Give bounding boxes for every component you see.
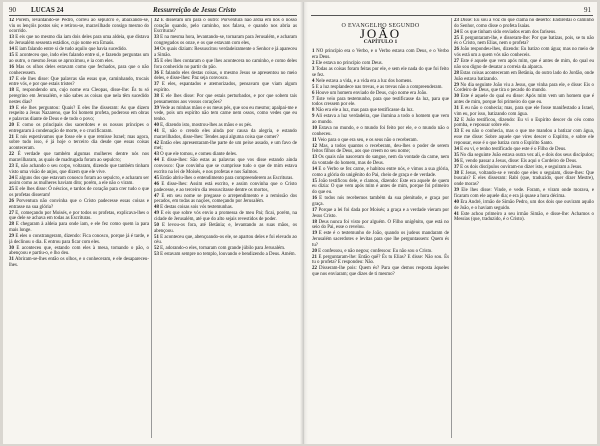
verse-text: E ele lhes disse: Que palavras são essas que, caminhando, trocais entre vós, e por que estais tristes? [9, 76, 149, 88]
verse [154, 47, 297, 58]
verse-text: Porém, levantando-se Pedro, correu ao sepulcro e, abaixando-se, viu os lençóis postos sós; e retirou-se, maravilhado consigo mesmo do ocorrido. [9, 18, 149, 35]
verse-text: E estavam sempre no templo, louvando e bendizendo a Deus. Amém. [158, 252, 296, 258]
verse-text: Vede as minhas mãos e os meus pés, que sou eu mesmo; apalpai-me e vede, pois um espírito não tem carne nem ossos, como vedes que eu tenho. [154, 105, 297, 123]
verse-number: 25 [9, 187, 14, 193]
verse-text: Ele lhes disse: Vinde, e vede. Foram, e viram onde morava, e ficaram com ele aquele dia; e era já quase a hora décima. [454, 188, 594, 199]
verse [154, 235, 297, 246]
verse [154, 176, 297, 182]
verse [154, 71, 297, 82]
verse [454, 212, 594, 223]
verse-text: E alguns dos que estavam conosco foram ao sepulcro, e acharam ser assim como as mulheres haviam dito; porém, a ele não o viram. [9, 175, 149, 187]
verse [9, 35, 149, 46]
verse-number: 47 [154, 193, 159, 199]
verse-number: 32 [454, 117, 459, 123]
verse-number: 33 [154, 35, 159, 41]
left-header-rule [9, 15, 297, 16]
left-page-number: 90 [9, 6, 16, 14]
verse-number: 40 [454, 199, 459, 205]
verse-number: 38 [154, 93, 159, 99]
verse-text: E, não achando o seu corpo, voltaram, dizendo que também tinham visto uma visão de anjos, que dizem que ele vive. [9, 163, 149, 175]
verse-text: E destas coisas sois vós testemunhas. [158, 205, 233, 211]
verse-number: 28 [454, 70, 459, 76]
verse-number: 4 [312, 78, 315, 84]
verse-text: Veio para o que era seu, e os seus não o receberam. [316, 137, 418, 143]
right-column-divider [451, 18, 452, 438]
verse [312, 138, 449, 144]
verse-number: 19 [9, 105, 14, 111]
book-title: JOÃO [359, 25, 402, 41]
verse-number: 48 [154, 205, 159, 211]
verse [154, 211, 297, 222]
verse [9, 65, 149, 76]
chapter-heading: CAPÍTULO 1 [363, 39, 398, 46]
verse-number: 33 [454, 129, 459, 135]
verse-text: E disse-lhes: Assim está escrito, e assim convinha que o Cristo padecesse, e ao terceiro dia ressuscitasse dentre os mortos, [154, 181, 297, 193]
verse [9, 257, 149, 268]
verse-number: 31 [454, 105, 459, 111]
verse-text: Não era ele a luz, mas para que testificasse da luz. [314, 108, 414, 114]
verse-number: 19 [312, 231, 317, 237]
verse-number: 23 [9, 163, 14, 169]
verse-text: E, começando por Moisés, e por todos os profetas, explicava-lhes o que dele se achava em todas as Escrituras. [9, 210, 149, 222]
verse [9, 164, 149, 175]
verse [312, 49, 449, 60]
verse-text: No dia seguinte João estava outra vez ali, e dois dos seus discípulos; [458, 152, 594, 158]
verse [312, 167, 449, 178]
verse [454, 118, 594, 129]
verse [312, 97, 449, 108]
verse [154, 18, 297, 35]
verse-text: E nós esperávamos que fosse ele o que remisse Israel; mas agora, sobre tudo isso, é já hoje o terceiro dia desde que essas coisas aconteceram. [9, 134, 149, 152]
verse [312, 79, 449, 85]
right-header-rule [311, 15, 593, 16]
verse-text: Houve um homem enviado de Deus, cujo nome era João. [314, 90, 428, 96]
verse-text: João respondeu-lhes, dizendo: Eu batizo com água; mas no meio de vós está um a quem vós não conheceis. [454, 47, 594, 59]
verse-number: 17 [312, 207, 317, 213]
verse-text: E aconteceu que, abençoando-os ele, se apartou deles e foi elevado ao céu. [154, 234, 297, 246]
left-column-divider [151, 18, 152, 438]
verse-number: 27 [454, 59, 459, 65]
verse [154, 194, 297, 205]
verse [154, 59, 297, 70]
verse [154, 35, 297, 46]
verse-number: 38 [454, 170, 459, 176]
verse [154, 106, 297, 123]
verse [454, 153, 594, 159]
verse-number: 13 [312, 155, 317, 161]
verse-text: E disseram um para o outro: Porventura não ardia em nós o nosso coração quando, pelo caminho, nos falava, e quando nos abria as Escrituras? [154, 18, 297, 35]
verse-text: E eu não o conhecia; mas, para que ele fosse manifestado a Israel, vim eu, por isso, batizando com água. [454, 105, 594, 117]
verse [454, 59, 594, 70]
verse-text: Porque a lei foi dada por Moisés; a graça e a verdade vieram por Jesus Cristo. [312, 207, 449, 219]
verse-text: Este é aquele que vem após mim, que é antes de mim, do qual eu não sou digno de desatar a correia da alparca. [454, 59, 594, 70]
verse-text: E perguntaram-lhe: Então quê? És tu Elias? E disse: Não sou. És tu o profeta? E respondeu: Não. [312, 254, 449, 266]
verse [454, 71, 594, 82]
verse-number: 43 [154, 152, 159, 158]
verse-number: 34 [154, 47, 159, 53]
verse [312, 249, 449, 255]
verse [312, 231, 449, 248]
verse-text: E iam falando entre si de tudo aquilo que havia sucedido. [13, 47, 128, 53]
verse-text: Estas coisas aconteceram em Betânia, do outro lado do Jordão, onde João estava batizando. [454, 70, 594, 82]
verse-number: 24 [9, 175, 14, 181]
verse [154, 141, 297, 152]
verse-text: E os dois discípulos ouviram-no dizer isto, e seguiram a Jesus. [458, 164, 583, 170]
verse-text: E na mesma hora, levantando-se, tornaram para Jerusalém, e acharam congregados os onze, e os que estavam com eles, [154, 35, 297, 47]
verse-text: Abriram-se-lhes então os olhos, e o conheceram, e ele desapareceu-lhes. [9, 257, 149, 269]
verse [312, 91, 449, 97]
verse-text: E a luz resplandece nas trevas, e as trevas não a compreenderam. [314, 84, 443, 90]
verse-text: Disse: Eu sou a voz do que clama no deserto: Endireitai o caminho do Senhor, como disse o profeta Isaías. [454, 18, 594, 29]
verse-number: 21 [9, 134, 14, 140]
verse-number: 14 [312, 167, 317, 173]
verse-text: E João testificou, dizendo: Eu vi o Espírito descer do céu como pomba, e repousar sobre ele. [454, 117, 594, 129]
verse-number: 16 [9, 64, 14, 70]
verse-text: E levou-os fora, até Betânia; e, levantando as suas mãos, os abençoou. [154, 222, 297, 234]
verse-text: Este é aquele do qual eu disse: Após mim vem um homem que é antes de mim, porque foi primeiro do que eu. [454, 94, 594, 105]
verse [154, 158, 297, 175]
verse-text: Todas as coisas foram feitas por ele, e sem ele nada do que foi feito se fez. [312, 66, 449, 78]
verse [454, 18, 594, 29]
verse-number: 29 [9, 234, 14, 240]
verse-number: 18 [9, 88, 14, 94]
verse-text: E perguntaram-lhe, e disseram-lhe: Por que batizas, pois, se tu não és o Cristo, nem Elias, nem o profeta? [454, 35, 594, 47]
verse-text: NO princípio era o Verbo, e o Verbo estava com Deus, e o Verbo era Deus. [312, 49, 449, 60]
verse [154, 123, 297, 129]
verse-text: E eles lhes contaram o que lhes acontecera no caminho, e como deles fora conhecido no partir do pão. [154, 58, 297, 70]
verse-number: 6 [312, 90, 315, 96]
verse [154, 82, 297, 93]
verse-text: Disseram-lhe pois: Quem és? Para que demos resposta àqueles que nos enviaram; que dizes de ti mesmo? [312, 266, 449, 278]
verse-number: 8 [312, 108, 315, 114]
verse-number: 37 [154, 82, 159, 88]
verse-number: 40 [154, 123, 159, 129]
verse-number: 13 [9, 35, 14, 41]
verse [9, 199, 149, 210]
left-running-head: LUCAS 24 [31, 6, 64, 14]
verse-number: 12 [9, 18, 14, 23]
verse-number: 12 [312, 143, 317, 149]
verse [454, 147, 594, 153]
verse-number: 14 [9, 47, 14, 53]
verse-number: 24 [454, 29, 459, 35]
verse [312, 144, 449, 155]
verse-number: 26 [454, 47, 459, 53]
page-gutter [300, 2, 308, 444]
verse-number: 35 [154, 58, 159, 64]
left-section-title: Ressurreição de Jesus Cristo [153, 6, 237, 14]
verse-number: 11 [312, 137, 317, 143]
verse-text: E como os principais dos sacerdotes e os nossos príncipes o entregaram à condenação de morte, e o crucificaram. [9, 123, 149, 134]
verse-number: 28 [9, 222, 14, 228]
verse-text: É verdade que também algumas mulheres dentre nós nos maravilharam, as quais de madrugada foram ao sepulcro; [9, 152, 149, 163]
verse [154, 223, 297, 234]
verse-number: 18 [312, 219, 317, 225]
verse-number: 15 [312, 178, 317, 184]
verse-list [312, 49, 449, 278]
verse-text: E todos nós recebemos também da sua plenitude, e graça por graça. [312, 196, 449, 207]
verse [154, 246, 297, 252]
verse [312, 61, 449, 67]
verse-number: 36 [154, 70, 159, 76]
verse [9, 47, 149, 53]
verse-number: 10 [312, 125, 317, 131]
verse-text: E ele lhes disse: Ó néscios, e tardos de coração para crer tudo o que os profetas disseram! [9, 187, 149, 198]
verse-number: 35 [454, 152, 459, 158]
verse-text: E este é o testemunho de João, quando os judeus mandaram de Jerusalém sacerdotes e levitas para que lhe perguntassem: Quem és tu? [312, 231, 449, 248]
verse-text: Então abriu-lhes o entendimento para compreenderem as Escrituras. [158, 175, 294, 181]
verse-text: E, não o crendo eles ainda por causa da alegria, e estando maravilhados, disse-lhes: Tendes aqui alguma coisa que comer? [154, 129, 297, 140]
verse-text: E eu vi, e tenho testificado que este é o Filho de Deus. [458, 146, 567, 152]
verse-text: Deus nunca foi visto por alguém. O Filho unigênito, que está no seio do Pai, esse o revelou. [312, 219, 449, 231]
verse-number: 51 [154, 234, 159, 240]
right-page-number: 91 [584, 6, 591, 14]
verse [454, 200, 594, 211]
verse-text: E, vendo passar a Jesus, disse: Eis aqui o Cordeiro de Deus. [458, 158, 578, 164]
verse-text: E os que tinham sido enviados eram dos fariseus. [458, 29, 557, 35]
verse-text: E eis que sobre vós envio a promessa de meu Pai; ficai, porém, na cidade de Jerusalém, até que do alto sejais revestidos de poder. [154, 211, 297, 222]
verse [454, 106, 594, 117]
verse-text: E, adorando-o eles, tornaram com grande júbilo para Jerusalém. [158, 246, 286, 252]
verse-number: 9 [312, 114, 315, 120]
verse-number: 30 [454, 94, 459, 100]
verse [9, 18, 149, 35]
verse [454, 188, 594, 199]
verse-number: 5 [312, 84, 315, 90]
verse-text: E disse-lhes: São estas as palavras que vos disse estando ainda convosco: Que convinha que se cumprisse tudo o que de mim estava escrito na lei de Moisés, e nos profetas e nos Salmos. [154, 158, 297, 175]
verse [454, 165, 594, 171]
verse-text: E falando eles destas coisas, o mesmo Jesus se apresentou no meio deles, e disse-lhes: Paz seja convosco. [154, 70, 297, 82]
verse-number: 46 [154, 181, 159, 187]
verse-text: Então eles apresentaram-lhe parte de um peixe assado, e um favo de mel; [154, 140, 297, 152]
verse [312, 208, 449, 219]
verse [9, 123, 149, 134]
verse [454, 36, 594, 47]
verse-number: 39 [154, 105, 159, 111]
verse-text: Ali estava a luz verdadeira, que ilumina a todo o homem que vem ao mundo. [312, 114, 449, 125]
verse-text: Os quais diziam: Ressuscitou verdadeiramente o Senhor e já apareceu a Simão. [154, 47, 297, 58]
verse-number: 25 [454, 35, 459, 41]
verse-text: Era André, irmão de Simão Pedro, um dos dois que ouviram aquilo de João, e o haviam seguido. [454, 199, 594, 211]
verse [312, 179, 449, 196]
verse [312, 266, 449, 277]
verse-number: 22 [312, 266, 317, 272]
verse [312, 196, 449, 207]
verse-number: 41 [454, 211, 459, 217]
right-page-column-2 [454, 18, 594, 440]
left-page-column-2 [154, 18, 297, 440]
left-page-column-1 [9, 18, 149, 440]
verse-text: E Jesus, voltando-se e vendo que eles o seguiam, disse-lhes: Que buscais? E eles disseram: Rabi (que, traduzido, quer dizer Mestre), onde moras? [454, 170, 594, 188]
verse [9, 88, 149, 105]
verse-number: 41 [154, 129, 159, 135]
verse-text: Estava no mundo, e o mundo foi feito por ele, e o mundo não o conheceu. [312, 125, 449, 137]
verse-text: Ele estava no princípio com Deus. [314, 60, 383, 66]
verse [312, 67, 449, 78]
verse [154, 94, 297, 105]
verse-number: 34 [454, 146, 459, 152]
verse [154, 205, 297, 211]
verse [9, 152, 149, 163]
verse-text: E o Verbo se fez carne, e habitou entre nós, e vimos a sua glória, como a glória do unigênito do Pai, cheio de graça e de verdade. [312, 167, 449, 178]
verse [154, 182, 297, 193]
verse-text: E, dizendo isto, mostrou-lhes as mãos e os pés. [158, 123, 253, 129]
verse-number: 15 [9, 53, 14, 59]
verse [312, 255, 449, 266]
verse [312, 220, 449, 231]
verse-text: E ele lhes perguntou: Quais? E eles lhe disseram: As que dizem respeito a Jesus Nazareno, que foi homem profeta, poderoso em obras e palavras diante de Deus e de todo o povo; [9, 105, 149, 123]
verse-text: E aconteceu que, estando com eles à mesa, tomando o pão, o abençoou e partiu-o, e lho deu. [9, 245, 149, 257]
verse-number: 49 [154, 211, 159, 217]
verse [312, 85, 449, 91]
verse-number: 1 [312, 49, 315, 55]
verse-number: 42 [154, 140, 159, 146]
verse-number: 29 [454, 82, 459, 88]
verse-text: Mas os olhos deles estavam como que fechados, para que o não conhecessem. [9, 64, 149, 76]
verse-text: E eu não o conhecia, mas o que me mandou a batizar com água, esse me disse: Sobre aquele que vires descer o Espírito, e sobre ele repousar, esse é o que batiza com o Espírito Santo. [454, 129, 594, 146]
verse-number: 50 [154, 222, 159, 228]
verse-number: 31 [9, 257, 14, 263]
verse-text: Os quais não nasceram do sangue, nem da vontade da carne, nem da vontade do homem, mas de Deus. [312, 155, 449, 167]
verse-number: 45 [154, 175, 159, 181]
right-page-column-1 [312, 18, 449, 440]
verse-text: E aconteceu que, indo eles falando entre si, e fazendo perguntas um ao outro, o mesmo Jesus se aproximou, e ia com eles. [9, 53, 149, 64]
verse-text: E eles o constrangeram, dizendo: Fica conosco, porque já é tarde, e já declinou o dia. E entrou para ficar com eles. [9, 234, 149, 245]
verse [312, 155, 449, 166]
verse [9, 77, 149, 88]
verse-text: No dia seguinte João viu a Jesus, que vinha para ele, e disse: Eis o Cordeiro de Deus, que tira o pecado do mundo. [454, 82, 594, 94]
verse-number: 16 [312, 196, 317, 202]
verse-text: E eles, espantados e atemorizados, pensavam que viam algum espírito. [154, 82, 297, 93]
verse [9, 187, 149, 198]
verse [9, 222, 149, 233]
verse [312, 114, 449, 125]
verse-number: 26 [9, 198, 14, 204]
verse-text: E em seu nome se pregasse o arrependimento e a remissão dos pecados, em todas as nações, começando por Jerusalém. [154, 193, 297, 205]
verse [454, 47, 594, 58]
verse [9, 246, 149, 257]
verse [9, 176, 149, 187]
verse-number: 7 [312, 96, 315, 102]
verse-text: Nele estava a vida, e a vida era a luz dos homens. [314, 78, 413, 84]
verse [454, 30, 594, 36]
bible-spread [3, 2, 597, 444]
verse-text: Mas, a todos quantos o receberam, deu-lhes o poder de serem feitos filhos de Deus, aos que creem no seu nome; [312, 143, 449, 155]
verse-text: João testificou dele, e clamou, dizendo: Este era aquele de quem eu dizia: O que vem após mim é antes de mim, porque foi primeiro do que eu. [312, 178, 449, 196]
verse-number: 17 [9, 76, 14, 82]
verse-number: 20 [312, 248, 317, 254]
verse-text: E, respondendo um, cujo nome era Cleopas, disse-lhe: És tu só peregrino em Jerusalém, e não sabes as coisas que nela têm sucedido nestes dias? [9, 88, 149, 105]
verse-number: 27 [9, 210, 14, 216]
verse [454, 94, 594, 105]
verse [9, 106, 149, 123]
verse [9, 234, 149, 245]
verse [312, 126, 449, 137]
verse-text: E eis que no mesmo dia iam dois deles para uma aldeia, que distava de Jerusalém sessenta estádios, cujo nome era Emaús. [9, 35, 149, 47]
verse [454, 129, 594, 146]
verse-number: 2 [312, 60, 315, 66]
verse [454, 159, 594, 165]
verse-number: 53 [154, 252, 159, 258]
verse-text: E confessou, e não negou; confessou: Eu não sou o Cristo. [316, 248, 433, 254]
verse-text: E ele lhes disse: Por que estais perturbados, e por que sobem tais pensamentos aos vossos corações? [154, 93, 297, 105]
verse [454, 171, 594, 188]
verse-number: 23 [454, 18, 459, 23]
verse [154, 129, 297, 140]
verse [154, 152, 297, 158]
verse-number: 36 [454, 158, 459, 164]
verse-number: 21 [312, 254, 317, 260]
verse-text: Este veio para testemunho, para que testificasse da luz, para que todos cressem por ele. [312, 96, 449, 108]
verse [154, 252, 297, 258]
verse [312, 108, 449, 114]
verse-number: 3 [312, 66, 315, 72]
verse-number: 20 [9, 123, 14, 129]
verse-number: 39 [454, 188, 459, 194]
verse-text: Porventura não convinha que o Cristo padecesse essas coisas e entrasse na sua glória? [9, 198, 149, 210]
verse [9, 53, 149, 64]
book-subtitle: O EVANGELHO SEGUNDO [341, 23, 420, 29]
verse-number: 52 [154, 246, 159, 252]
verse-text: Este achou primeiro a seu irmão Simão, e disse-lhe: Achamos o Messias (que, traduzido, é o Cristo). [454, 211, 594, 223]
verse-number: 32 [154, 18, 159, 23]
verse-number: 30 [9, 245, 14, 251]
verse-number: 37 [454, 164, 459, 170]
verse-text: O que ele tomou, e comeu diante deles. [158, 152, 238, 158]
verse-number: 44 [154, 158, 159, 164]
verse-number: 22 [9, 152, 14, 158]
verse [9, 211, 149, 222]
verse-text: E chegaram à aldeia para onde iam, e ele fez como quem ia para mais longe. [9, 222, 149, 234]
verse [9, 135, 149, 152]
verse [454, 83, 594, 94]
